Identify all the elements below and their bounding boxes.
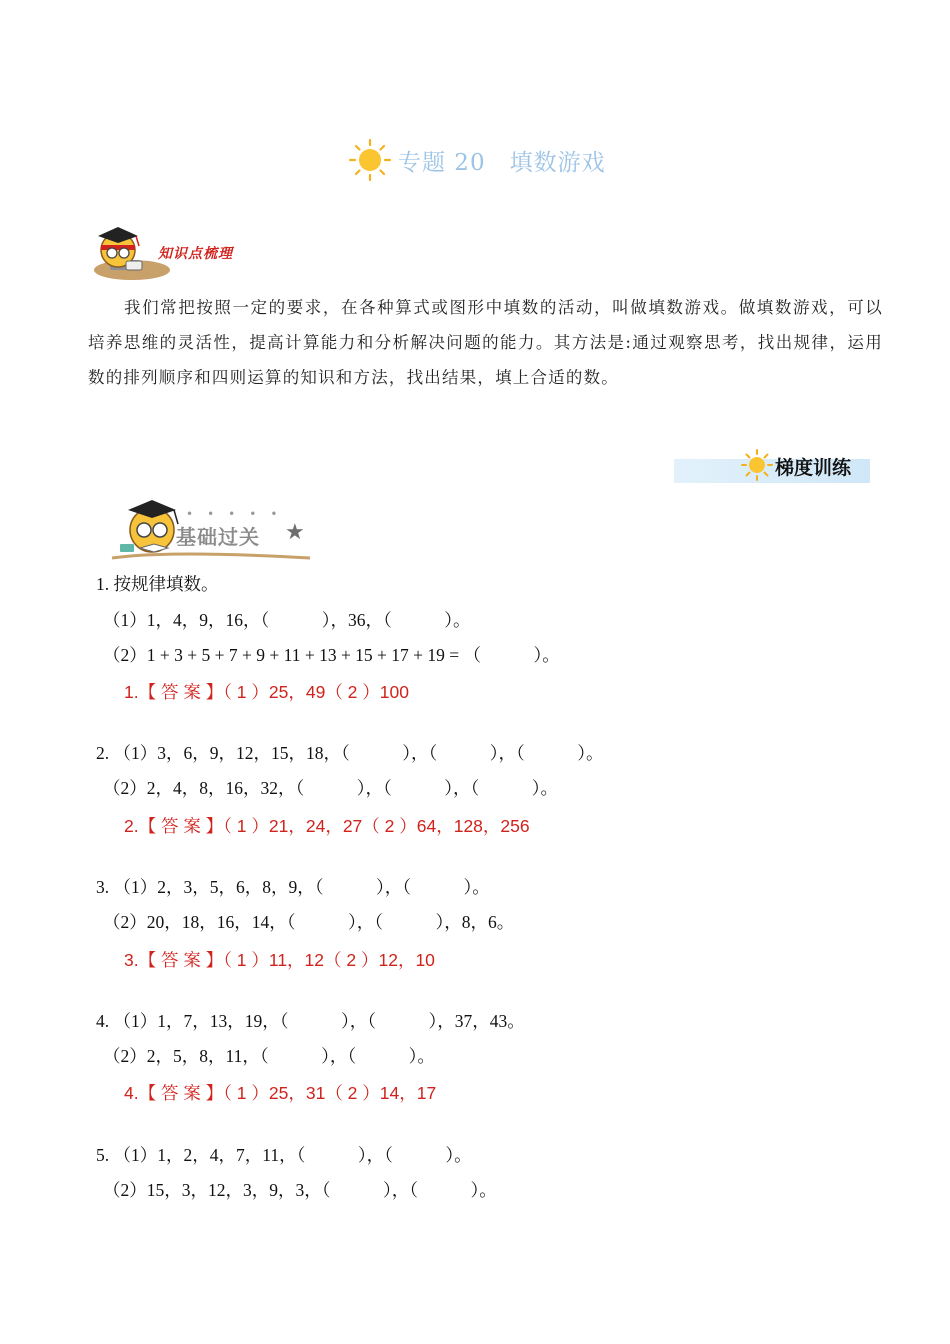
page-title	[348, 138, 606, 182]
knowledge-paragraph: 我们常把按照一定的要求，在各种算式或图形中填数的活动，叫做填数游戏。做填数游戏，可以培养思维的灵活性，提高计算能力和分析解决问题的能力。其方法是:通过观察思考，找出规律，运用数的排列顺序和四则运算的知识和方法，找出结果，填上合适的数。	[88, 298, 883, 387]
question-3-answer: 3.【 答 案 】（ 1 ）11，12（ 2 ）12，10	[124, 950, 435, 970]
sun-icon	[741, 449, 773, 481]
question-4-line-2: （2）2，5，8，11，（ ），（ ）。	[103, 1046, 435, 1066]
question-2-answer: 2.【 答 案 】（ 1 ）21，24，27（ 2 ）64，128，256	[124, 816, 530, 836]
question-2-line-2: （2）2，4，8，16，32，（ ），（ ），（ ）。	[103, 778, 558, 798]
level-label: 基础过关	[176, 525, 260, 549]
section-title: 梯度训练	[775, 457, 852, 479]
question-4-answer: 4.【 答 案 】（ 1 ）25，31（ 2 ）14，17	[124, 1083, 437, 1103]
question-5-line-2: （2）15，3，12，3，9，3，（ ），（ ）。	[103, 1180, 497, 1200]
question-2-line-1: 2. （1）3，6，9，12，15，18，（ ），（ ），（ ）。	[96, 743, 604, 763]
title-topic-number: 专题 20	[398, 149, 486, 176]
question-1-answer: 1.【 答 案 】（ 1 ）25，49（ 2 ）100	[124, 682, 409, 702]
sun-icon	[348, 138, 392, 182]
question-3-line-1: 3. （1）2，3，5，6，8，9，（ ），（ ）。	[96, 877, 490, 897]
knowledge-section-label: 知识点梳理	[158, 246, 233, 262]
decorative-dots: •••••	[186, 507, 292, 521]
question-1-line-1: 1. 按规律填数。	[96, 574, 219, 594]
question-3-line-2: （2）20，18，16，14，（ ），（ ），8，6。	[103, 912, 515, 932]
question-4-line-1: 4. （1）1，7，13，19，（ ），（ ），37，43。	[96, 1011, 525, 1031]
title-topic-name: 填数游戏	[509, 149, 606, 176]
star-icon: ★	[285, 520, 305, 545]
question-1-line-3: （2）1 + 3 + 5 + 7 + 9 + 11 + 13 + 15 + 17 + 19 = （ ）。	[103, 645, 560, 665]
question-5-line-1: 5. （1）1，2，4，7，11，（ ），（ ）。	[96, 1145, 472, 1165]
question-1-line-2: （1）1，4，9，16，（ ），36，（ ）。	[103, 610, 471, 630]
